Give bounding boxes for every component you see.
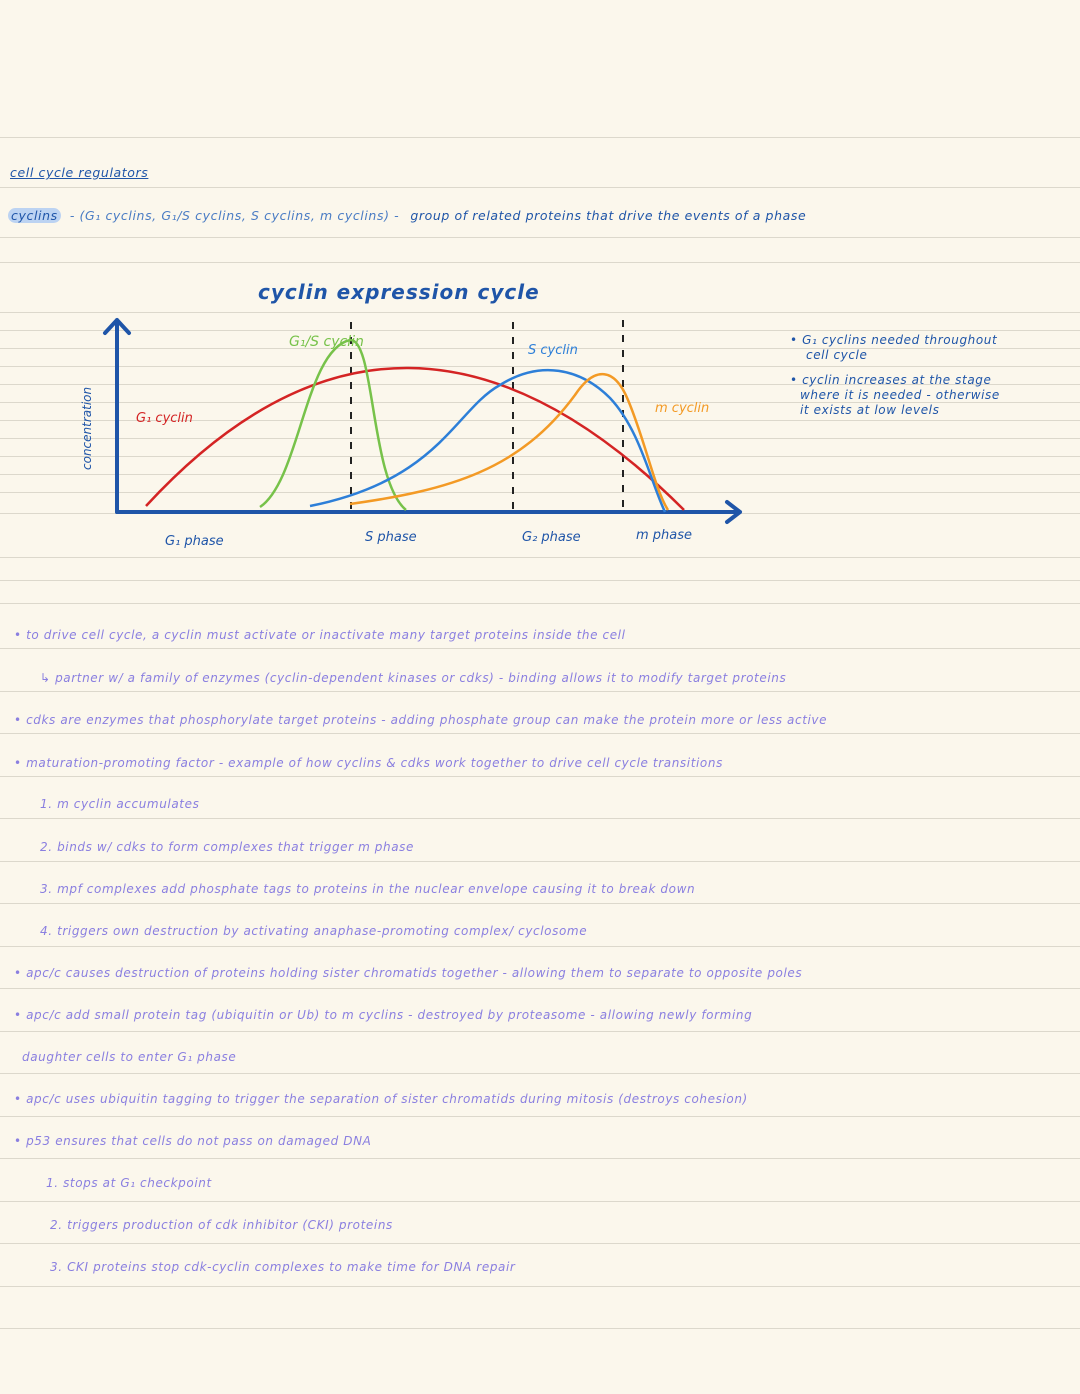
x-axis (117, 502, 740, 522)
page-heading: cell cycle regulators (10, 165, 149, 180)
phase-label-s: S phase (365, 530, 417, 545)
phase-label-g2: G₂ phase (522, 530, 581, 545)
note-line: 1. m cyclin accumulates (40, 797, 200, 811)
note-line: 2. triggers production of cdk inhibitor (CKI) proteins (50, 1218, 393, 1232)
note-line: 3. mpf complexes add phosphate tags to proteins in the nuclear envelope causing it to break down (40, 882, 696, 896)
note-line: 4. triggers own destruction by activating anaphase-promoting complex/ cyclosome (40, 924, 588, 938)
note-line: • to drive cell cycle, a cyclin must activate or inactivate many target proteins inside the cell (14, 628, 626, 642)
note-1-line-2: cell cycle (806, 348, 868, 362)
s-cyclin-label: S cyclin (528, 343, 578, 358)
note-2-line-1: • cyclin increases at the stage (790, 373, 992, 387)
g1s-cyclin-label: G₁/S cyclin (289, 334, 364, 350)
m-cyclin-curve (350, 374, 668, 510)
phase-label-m: m phase (636, 528, 693, 543)
g1-cyclin-label: G₁ cyclin (136, 411, 193, 426)
m-cyclin-label: m cyclin (655, 401, 710, 416)
note-line: • apc/c causes destruction of proteins holding sister chromatids together - allowing them to separate to opposite poles (14, 966, 803, 980)
s-cyclin-curve (310, 370, 665, 512)
figure-notes (790, 333, 1075, 418)
cyclins-description: group of related proteins that drive the events of a phase (410, 208, 807, 223)
note-1-line-1: • G₁ cyclins needed throughout (790, 333, 998, 347)
figure-title: cyclin expression cycle (258, 280, 540, 304)
cyclin-expression-figure (0, 0, 1080, 560)
note-line: • p53 ensures that cells do not pass on damaged DNA (14, 1134, 372, 1148)
note-line: daughter cells to enter G₁ phase (22, 1050, 237, 1064)
note-line: 1. stops at G₁ checkpoint (46, 1176, 212, 1190)
cyclins-term: cyclins (8, 208, 61, 223)
g1s-cyclin-curve (260, 340, 406, 510)
note-2-line-2: where it is needed - otherwise (800, 388, 1000, 402)
note-line: • apc/c uses ubiquitin tagging to trigger the separation of sister chromatids during mitosis (destroys cohesion) (14, 1092, 748, 1106)
note-line: • maturation-promoting factor - example of how cyclins & cdks work together to drive cell cycle transitions (14, 756, 723, 770)
y-axis-label: concentration (80, 386, 94, 470)
note-line: • cdks are enzymes that phosphorylate target proteins - adding phosphate group can make the protein more or less active (14, 713, 828, 727)
y-axis (105, 320, 129, 512)
note-line: 2. binds w/ cdks to form complexes that trigger m phase (40, 840, 415, 854)
note-line: ↳ partner w/ a family of enzymes (cyclin-dependent kinases or cdks) - binding allows it to modify target proteins (40, 671, 787, 685)
note-line: • apc/c add small protein tag (ubiquitin or Ub) to m cyclins - destroyed by proteasome - allowing newly forming (14, 1008, 753, 1022)
cyclins-types: - (G₁ cyclins, G₁/S cyclins, S cyclins, m cyclins) - (69, 208, 400, 223)
note-2-line-3: it exists at low levels (800, 403, 940, 417)
phase-label-g1: G₁ phase (165, 534, 224, 549)
g1-cyclin-curve (146, 368, 684, 510)
note-line: 3. CKI proteins stop cdk-cyclin complexes to make time for DNA repair (50, 1260, 516, 1274)
